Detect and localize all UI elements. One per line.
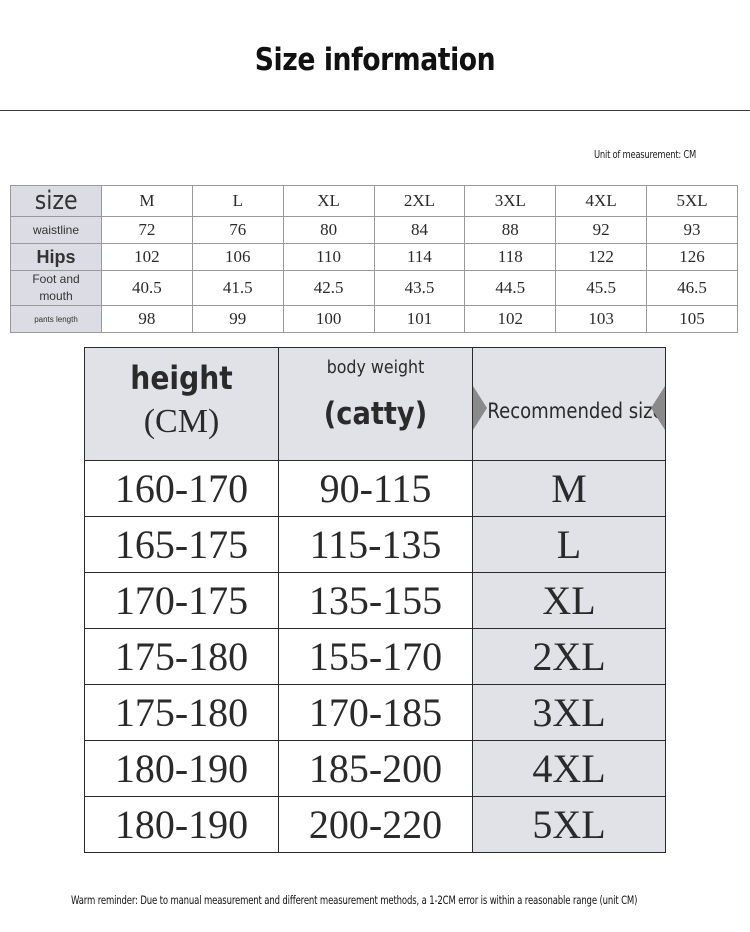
height-cell: 175-180: [85, 685, 279, 741]
table-cell: 99: [192, 306, 283, 333]
warm-reminder-note: Warm reminder: Due to manual measurement and different measurement methods, a 1-2CM error is within a reasonable range (unit CM): [71, 893, 638, 907]
table-cell: 114: [374, 244, 465, 271]
table-row: [85, 797, 666, 853]
table-cell: 102: [102, 244, 193, 271]
table-row: [85, 741, 666, 797]
table-cell: 46.5: [647, 271, 738, 306]
table-cell: 72: [102, 217, 193, 244]
weight-cell: 90-115: [279, 461, 473, 517]
corner-triangle-left: [473, 386, 487, 430]
recommendation-header-row: [85, 348, 666, 461]
size-header-cell: 3XL: [465, 186, 556, 217]
header-weight-unit: (catty): [323, 395, 428, 432]
measurement-size-row: [11, 186, 738, 217]
weight-cell: 115-135: [279, 517, 473, 573]
header-height-cell: [85, 348, 279, 461]
row-header-size: [11, 186, 102, 217]
height-cell: 160-170: [85, 461, 279, 517]
weight-cell: 185-200: [279, 741, 473, 797]
table-cell: 101: [374, 306, 465, 333]
size-cell: 3XL: [473, 685, 666, 741]
table-cell: 106: [192, 244, 283, 271]
size-header-cell: 4XL: [556, 186, 647, 217]
height-cell: 170-175: [85, 573, 279, 629]
table-cell: 80: [283, 217, 374, 244]
size-cell: XL: [473, 573, 666, 629]
table-cell: 41.5: [192, 271, 283, 306]
table-cell: 105: [647, 306, 738, 333]
table-cell: 43.5: [374, 271, 465, 306]
table-cell: 122: [556, 244, 647, 271]
header-weight-cell: [279, 348, 473, 461]
table-cell: 92: [556, 217, 647, 244]
table-cell: 84: [374, 217, 465, 244]
header-height-unit: (CM): [143, 403, 220, 440]
weight-cell: 200-220: [279, 797, 473, 853]
table-cell: 40.5: [102, 271, 193, 306]
table-cell: 45.5: [556, 271, 647, 306]
table-cell: 118: [465, 244, 556, 271]
header-recommended-label: Recommended size: [487, 398, 664, 423]
height-cell: 180-190: [85, 797, 279, 853]
table-row: [85, 685, 666, 741]
measurement-table: [10, 185, 738, 333]
table-cell: 103: [556, 306, 647, 333]
table-cell: 98: [102, 306, 193, 333]
measurement-pants-row: [11, 306, 738, 333]
size-cell: M: [473, 461, 666, 517]
row-header-size-label: size: [34, 186, 78, 216]
table-row: [85, 573, 666, 629]
size-header-cell: 5XL: [647, 186, 738, 217]
height-cell: 165-175: [85, 517, 279, 573]
size-header-cell: M: [102, 186, 193, 217]
weight-cell: 135-155: [279, 573, 473, 629]
page-title: Size information: [254, 42, 496, 78]
row-header-foot-and-mouth: Foot and mouth: [11, 271, 102, 306]
table-cell: 42.5: [283, 271, 374, 306]
size-header-cell: XL: [283, 186, 374, 217]
recommendation-table: [84, 347, 666, 853]
header-height-label: height: [130, 359, 233, 397]
table-cell: 110: [283, 244, 374, 271]
table-row: [85, 517, 666, 573]
table-row: [85, 461, 666, 517]
weight-cell: 155-170: [279, 629, 473, 685]
table-cell: 88: [465, 217, 556, 244]
size-cell: 4XL: [473, 741, 666, 797]
table-cell: 93: [647, 217, 738, 244]
table-cell: 102: [465, 306, 556, 333]
height-cell: 180-190: [85, 741, 279, 797]
size-cell: L: [473, 517, 666, 573]
row-header-hips: Hips: [11, 244, 102, 271]
size-header-cell: 2XL: [374, 186, 465, 217]
measurement-waist-row: [11, 217, 738, 244]
weight-cell: 170-185: [279, 685, 473, 741]
table-cell: 126: [647, 244, 738, 271]
corner-triangle-right: [651, 386, 665, 430]
unit-note: Unit of measurement: CM: [594, 148, 697, 161]
height-cell: 175-180: [85, 629, 279, 685]
table-cell: 76: [192, 217, 283, 244]
measurement-hips-row: [11, 244, 738, 271]
table-cell: 44.5: [465, 271, 556, 306]
measurement-foot-row: [11, 271, 738, 306]
table-cell: 100: [283, 306, 374, 333]
row-header-waistline: waistline: [11, 217, 102, 244]
table-row: [85, 629, 666, 685]
title-divider: [0, 110, 750, 111]
size-header-cell: L: [192, 186, 283, 217]
size-cell: 2XL: [473, 629, 666, 685]
size-cell: 5XL: [473, 797, 666, 853]
header-weight-label: body weight: [326, 356, 425, 378]
header-recommended-cell: [473, 348, 666, 461]
row-header-pants-length: pants length: [11, 306, 102, 333]
